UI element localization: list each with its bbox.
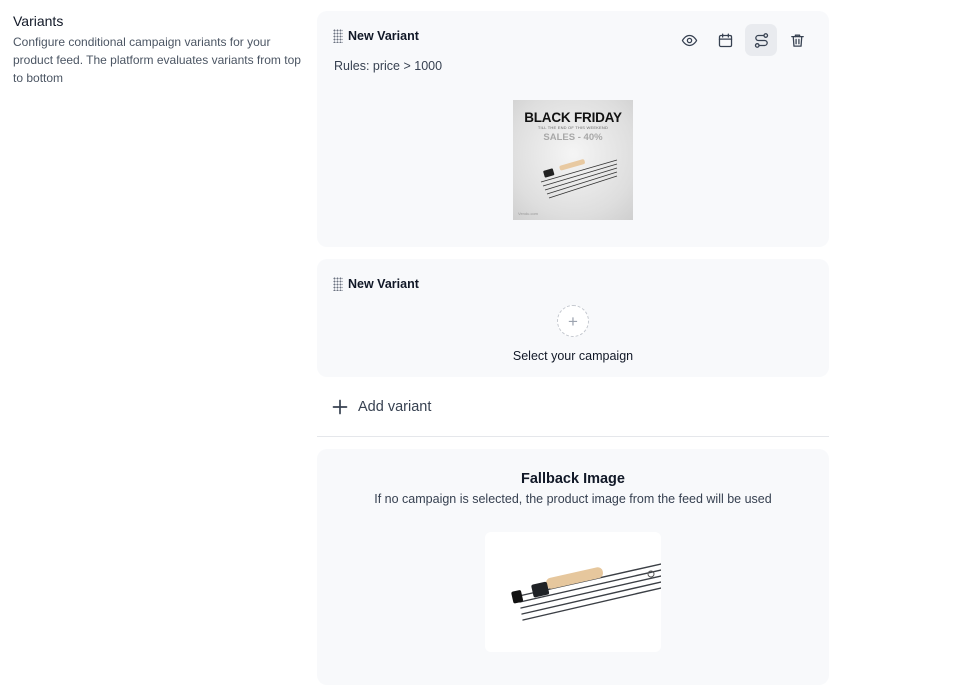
select-campaign-area: [317, 305, 829, 363]
eye-icon: [681, 32, 698, 49]
drag-handle-icon[interactable]: [333, 29, 343, 43]
trash-icon: [789, 32, 806, 49]
fallback-product-image[interactable]: [485, 532, 661, 652]
drag-handle-icon[interactable]: [333, 277, 343, 291]
fishing-rod-image: [485, 532, 661, 652]
variant-toolbar: [673, 24, 813, 56]
variant-name[interactable]: New Variant: [348, 277, 419, 291]
variant-header: [333, 276, 419, 292]
route-icon: [753, 32, 770, 49]
fishing-rod-image: [513, 156, 633, 206]
campaign-headline: BLACK FRIDAY: [524, 110, 622, 125]
variant-header: [333, 28, 419, 44]
add-variant-label: Add variant: [358, 398, 432, 415]
fallback-card: [317, 449, 829, 685]
variants-column: [317, 11, 829, 685]
rules-button[interactable]: [745, 24, 777, 56]
campaign-sale-text: SALES - 40%: [543, 132, 603, 143]
campaign-logo: Vendu.com: [518, 211, 539, 216]
schedule-button[interactable]: [709, 24, 741, 56]
section-description: Configure conditional campaign variants for your product feed. The platform evaluates variants from top to bottom: [13, 35, 301, 85]
section-info: [13, 12, 303, 87]
add-variant-button[interactable]: [317, 377, 829, 437]
variant-name[interactable]: New Variant: [348, 29, 419, 43]
calendar-icon: [717, 32, 734, 49]
add-campaign-button[interactable]: [557, 305, 589, 337]
variant-card: [317, 11, 829, 247]
campaign-image[interactable]: [513, 100, 633, 220]
fallback-description: If no campaign is selected, the product image from the feed will be used: [374, 492, 772, 506]
delete-button[interactable]: [781, 24, 813, 56]
preview-button[interactable]: [673, 24, 705, 56]
campaign-subline: TILL THE END OF THIS WEEKEND: [537, 125, 609, 130]
variant-card: [317, 259, 829, 377]
plus-icon: [332, 399, 348, 415]
fallback-title: Fallback Image: [521, 471, 625, 487]
select-campaign-label[interactable]: Select your campaign: [512, 349, 634, 363]
plus-icon: +: [568, 311, 578, 331]
variant-rules: Rules: price > 1000: [334, 59, 443, 73]
section-title: Variants: [13, 13, 64, 29]
